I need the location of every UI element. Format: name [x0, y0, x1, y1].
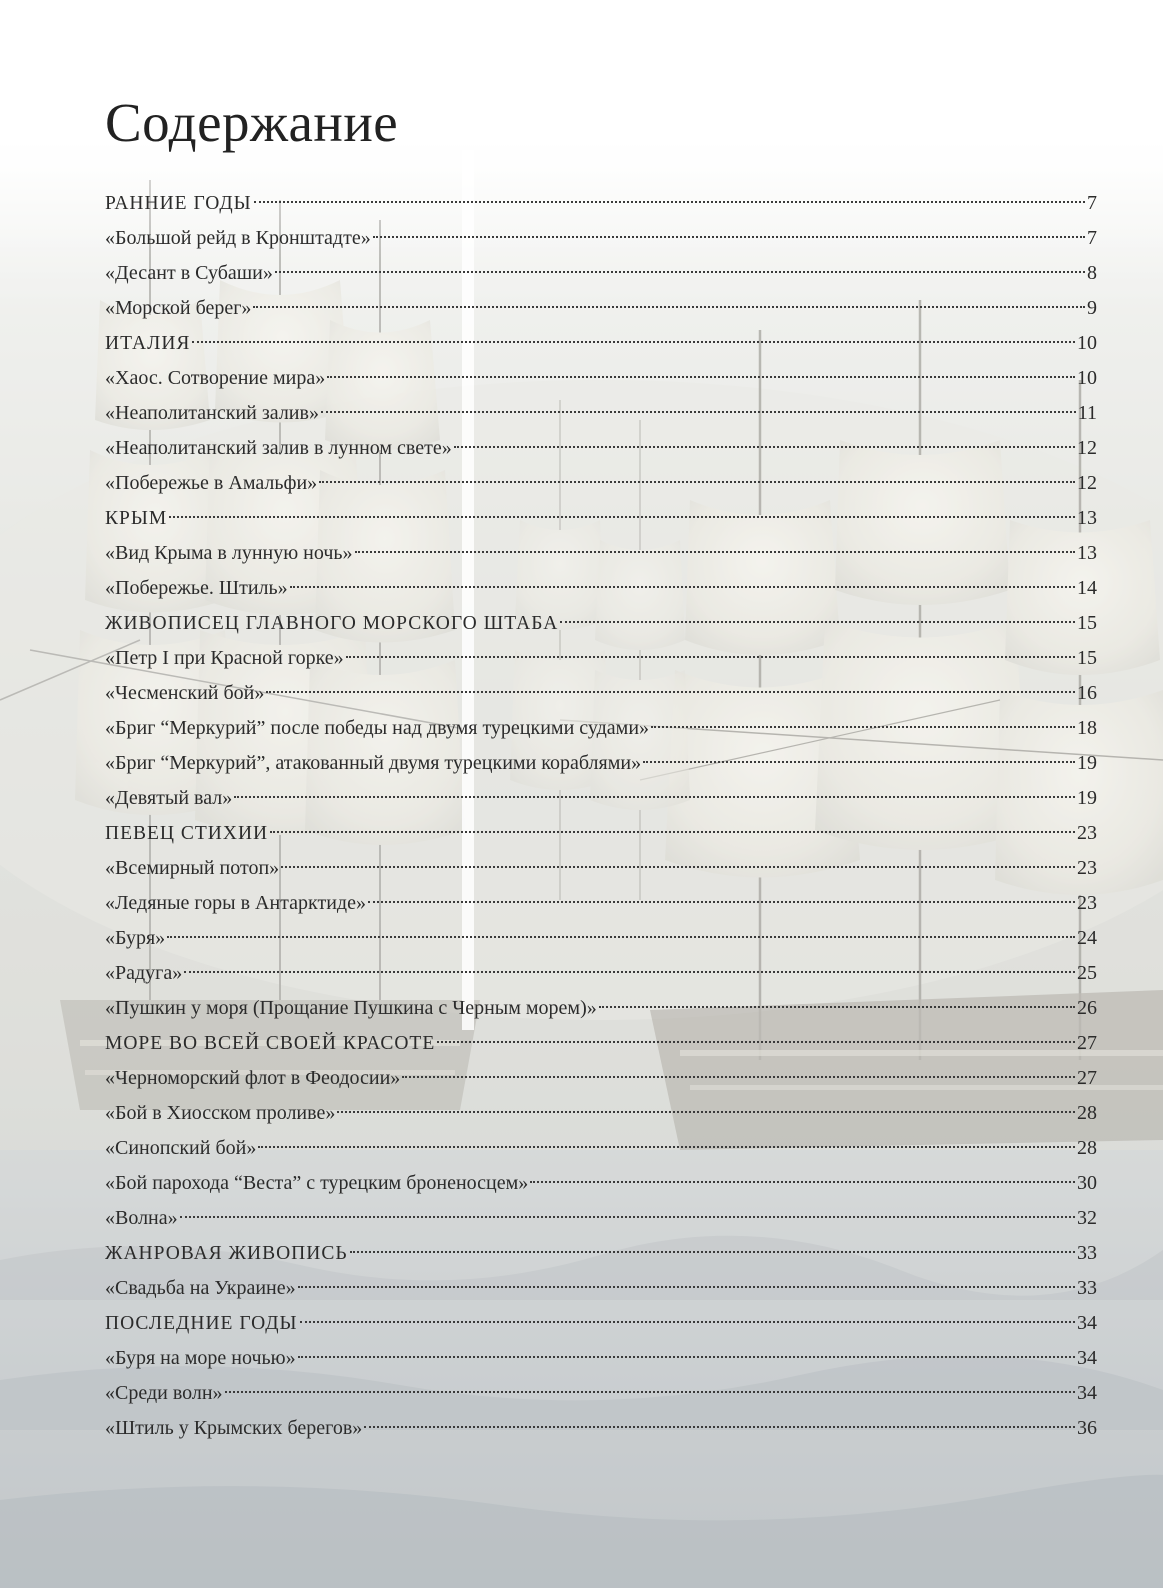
toc-section-entry[interactable] — [105, 1306, 1097, 1341]
toc-entry-title: «Черноморский флот в Феодосии» — [105, 1067, 401, 1089]
toc-entry-title: «Ледяные горы в Антарктиде» — [105, 892, 366, 914]
toc-entry-title: «Большой рейд в Кронштадте» — [105, 227, 371, 249]
toc-entry-title: «Бой в Хиосском проливе» — [105, 1102, 336, 1124]
dot-leader — [651, 726, 1075, 728]
toc-entry-title: ПЕВЕЦ СТИХИИ — [105, 823, 269, 844]
toc-section-entry[interactable] — [105, 1026, 1097, 1061]
toc-page-number: 10 — [1077, 332, 1097, 354]
dot-leader — [169, 516, 1075, 518]
toc-page-number: 7 — [1087, 227, 1097, 249]
toc-entry-title: «Свадьба на Украине» — [105, 1277, 296, 1299]
toc-entry-title: «Бриг “Меркурий”, атакованный двумя турецкими кораблями» — [105, 752, 642, 774]
toc-entry[interactable] — [105, 291, 1097, 326]
toc-entry[interactable] — [105, 1166, 1097, 1201]
toc-entry[interactable] — [105, 1201, 1097, 1236]
dot-leader — [275, 271, 1085, 273]
toc-entry[interactable] — [105, 1131, 1097, 1166]
toc-entry-title: «Неаполитанский залив» — [105, 402, 319, 424]
toc-page-number: 25 — [1077, 962, 1097, 984]
toc-entry[interactable] — [105, 361, 1097, 396]
toc-entry[interactable] — [105, 676, 1097, 711]
toc-page-number: 15 — [1077, 612, 1097, 634]
toc-page-number: 27 — [1077, 1067, 1097, 1089]
dot-leader — [454, 446, 1075, 448]
toc-entry-title: «Девятый вал» — [105, 787, 233, 809]
dot-leader — [319, 481, 1075, 483]
toc-entry-title: ПОСЛЕДНИЕ ГОДЫ — [105, 1313, 298, 1334]
toc-entry-title: ИТАЛИЯ — [105, 333, 191, 354]
toc-page-number: 23 — [1077, 892, 1097, 914]
toc-entry[interactable] — [105, 1271, 1097, 1306]
toc-page-number: 28 — [1077, 1137, 1097, 1159]
dot-leader — [530, 1181, 1075, 1183]
dot-leader — [270, 831, 1075, 833]
dot-leader — [337, 1111, 1075, 1113]
toc-entry-title: «Морской берег» — [105, 297, 252, 319]
dot-leader — [355, 551, 1075, 553]
toc-entry[interactable] — [105, 886, 1097, 921]
dot-leader — [290, 586, 1075, 588]
dot-leader — [298, 1286, 1075, 1288]
toc-page-number: 34 — [1077, 1312, 1097, 1334]
dot-leader — [192, 341, 1075, 343]
toc-page-number: 28 — [1077, 1102, 1097, 1124]
dot-leader — [225, 1391, 1075, 1393]
toc-entry-title: «Синопский бой» — [105, 1137, 257, 1159]
toc-entry-title: «Всемирный потоп» — [105, 857, 280, 879]
toc-entry[interactable] — [105, 221, 1097, 256]
toc-entry[interactable] — [105, 536, 1097, 571]
toc-entry[interactable] — [105, 256, 1097, 291]
toc-entry[interactable] — [105, 571, 1097, 606]
toc-entry[interactable] — [105, 466, 1097, 501]
toc-entry-title: «Вид Крыма в лунную ночь» — [105, 542, 353, 564]
toc-page-number: 24 — [1077, 927, 1097, 949]
toc-page-number: 36 — [1077, 1417, 1097, 1439]
toc-entry-title: «Неаполитанский залив в лунном свете» — [105, 437, 452, 459]
toc-section-entry[interactable] — [105, 186, 1097, 221]
toc-entry[interactable] — [105, 1061, 1097, 1096]
dot-leader — [253, 306, 1085, 308]
toc-entry-title: «Бой парохода “Веста” с турецким броненосцем» — [105, 1172, 529, 1194]
toc-entry-title: ЖАНРОВАЯ ЖИВОПИСЬ — [105, 1243, 348, 1264]
toc-entry-title: «Побережье. Штиль» — [105, 577, 288, 599]
toc-entry[interactable] — [105, 711, 1097, 746]
toc-entry-title: «Волна» — [105, 1207, 178, 1229]
toc-entry[interactable] — [105, 431, 1097, 466]
toc-page-number: 30 — [1077, 1172, 1097, 1194]
toc-entry[interactable] — [105, 851, 1097, 886]
toc-page-number: 13 — [1077, 507, 1097, 529]
toc-entry-title: «Петр I при Красной горке» — [105, 647, 344, 669]
toc-entry[interactable] — [105, 1096, 1097, 1131]
toc-page-number: 11 — [1077, 402, 1097, 424]
dot-leader — [327, 376, 1075, 378]
toc-page-number: 18 — [1077, 717, 1097, 739]
dot-leader — [298, 1356, 1075, 1358]
toc-entry-title: «Десант в Субаши» — [105, 262, 273, 284]
toc-page-number: 23 — [1077, 857, 1097, 879]
toc-entry[interactable] — [105, 991, 1097, 1026]
dot-leader — [643, 761, 1075, 763]
toc-entry-title: РАННИЕ ГОДЫ — [105, 193, 252, 214]
toc-entry-title: «Буря» — [105, 927, 166, 949]
toc-page-number: 7 — [1087, 192, 1097, 214]
toc-entry[interactable] — [105, 396, 1097, 431]
toc-page-number: 26 — [1077, 997, 1097, 1019]
dot-leader — [350, 1251, 1075, 1253]
toc-page-number: 19 — [1077, 752, 1097, 774]
toc-page-number: 9 — [1087, 297, 1097, 319]
toc-page-number: 16 — [1077, 682, 1097, 704]
toc-entry[interactable] — [105, 1341, 1097, 1376]
toc-entry[interactable] — [105, 921, 1097, 956]
dot-leader — [368, 901, 1075, 903]
dot-leader — [180, 1216, 1075, 1218]
dot-leader — [364, 1426, 1075, 1428]
dot-leader — [599, 1006, 1075, 1008]
toc-page-number: 12 — [1077, 472, 1097, 494]
toc-page-number: 32 — [1077, 1207, 1097, 1229]
toc-section-entry[interactable] — [105, 501, 1097, 536]
dot-leader — [266, 691, 1075, 693]
page-title: Содержание — [105, 92, 399, 153]
toc-entry-title: «Радуга» — [105, 962, 183, 984]
toc-entry-title: «Бриг “Меркурий” после победы над двумя турецкими судами» — [105, 717, 650, 739]
toc-section-entry[interactable] — [105, 326, 1097, 361]
table-of-contents — [105, 186, 1097, 1446]
dot-leader — [234, 796, 1075, 798]
toc-section-entry[interactable] — [105, 606, 1097, 641]
toc-entry[interactable] — [105, 1411, 1097, 1446]
toc-page-number: 15 — [1077, 647, 1097, 669]
dot-leader — [346, 656, 1075, 658]
toc-entry-title: «Чесменский бой» — [105, 682, 265, 704]
toc-entry-title: «Пушкин у моря (Прощание Пушкина с Черным морем)» — [105, 997, 597, 1019]
toc-entry[interactable] — [105, 641, 1097, 676]
dot-leader — [254, 201, 1085, 203]
toc-page-number: 34 — [1077, 1382, 1097, 1404]
toc-entry-title: «Штиль у Крымских берегов» — [105, 1417, 363, 1439]
toc-page-number: 13 — [1077, 542, 1097, 564]
toc-page-number: 14 — [1077, 577, 1097, 599]
toc-page-number: 23 — [1077, 822, 1097, 844]
toc-section-entry[interactable] — [105, 816, 1097, 851]
toc-entry[interactable] — [105, 1376, 1097, 1411]
toc-entry-title: МОРЕ ВО ВСЕЙ СВОЕЙ КРАСОТЕ — [105, 1033, 436, 1054]
dot-leader — [321, 411, 1076, 413]
toc-page-number: 27 — [1077, 1032, 1097, 1054]
dot-leader — [184, 971, 1075, 973]
toc-entry-title: КРЫМ — [105, 508, 168, 529]
dot-leader — [300, 1321, 1075, 1323]
dot-leader — [437, 1041, 1075, 1043]
toc-entry-title: «Хаос. Сотворение мира» — [105, 367, 326, 389]
toc-section-entry[interactable] — [105, 1236, 1097, 1271]
dot-leader — [167, 936, 1075, 938]
toc-entry-title: «Буря на море ночью» — [105, 1347, 296, 1369]
dot-leader — [373, 236, 1085, 238]
toc-entry[interactable] — [105, 956, 1097, 991]
dot-leader — [281, 866, 1075, 868]
toc-entry[interactable] — [105, 746, 1097, 781]
toc-entry-title: ЖИВОПИСЕЦ ГЛАВНОГО МОРСКОГО ШТАБА — [105, 613, 559, 634]
dot-leader — [402, 1076, 1075, 1078]
toc-entry-title: «Побережье в Амальфи» — [105, 472, 318, 494]
toc-page-number: 8 — [1087, 262, 1097, 284]
toc-page-number: 12 — [1077, 437, 1097, 459]
dot-leader — [560, 621, 1075, 623]
toc-page-number: 34 — [1077, 1347, 1097, 1369]
toc-page-number: 33 — [1077, 1242, 1097, 1264]
toc-page-number: 33 — [1077, 1277, 1097, 1299]
toc-page-number: 10 — [1077, 367, 1097, 389]
toc-page-number: 19 — [1077, 787, 1097, 809]
dot-leader — [258, 1146, 1075, 1148]
toc-entry-title: «Среди волн» — [105, 1382, 223, 1404]
toc-entry[interactable] — [105, 781, 1097, 816]
